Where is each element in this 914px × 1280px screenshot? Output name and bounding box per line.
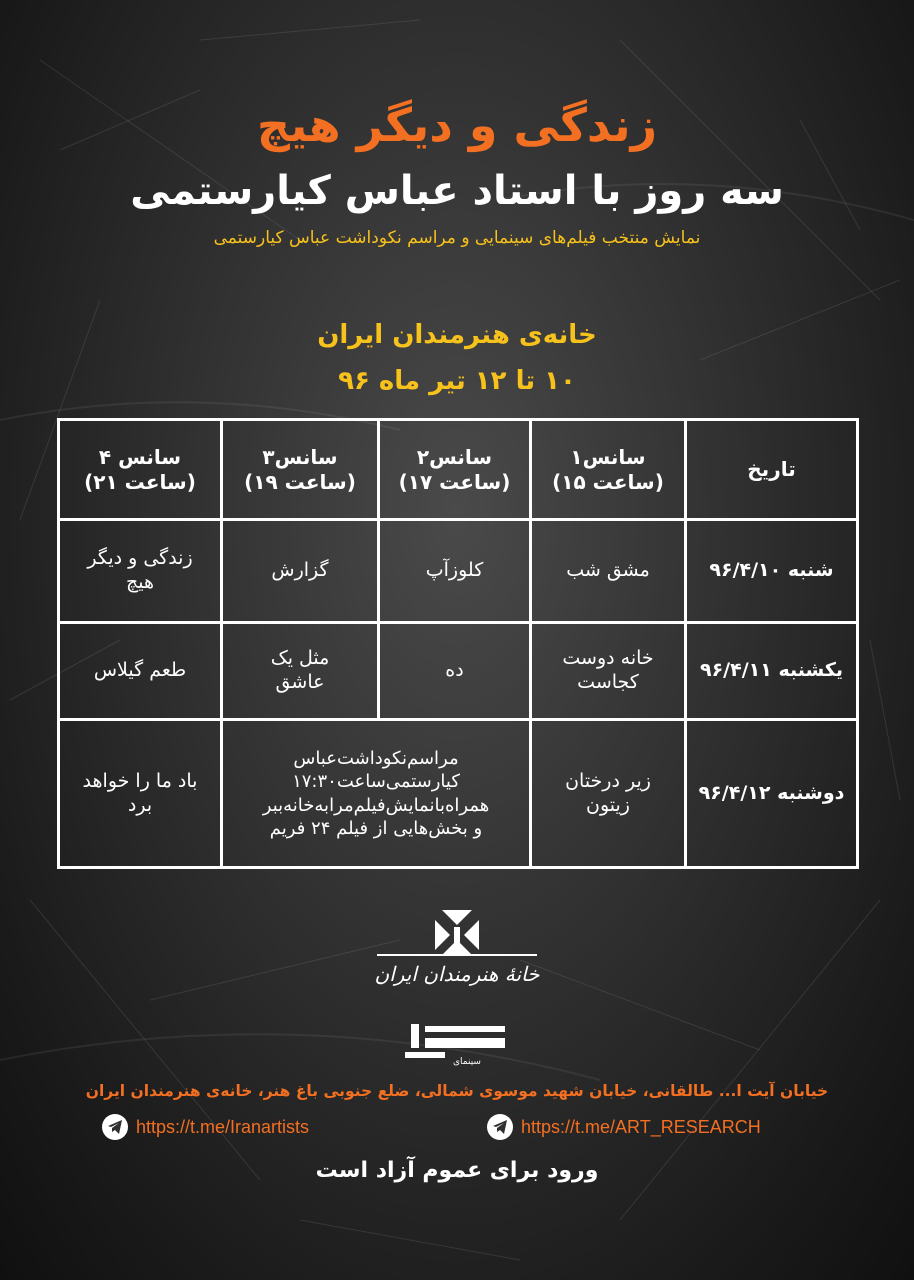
telegram-icon: [487, 1114, 513, 1140]
row-3-date: دوشنبه ۹۶/۴/۱۲: [684, 721, 856, 866]
telegram-icon: [102, 1114, 128, 1140]
row-2-date: یکشنبه ۹۶/۴/۱۱: [684, 624, 856, 721]
house-of-artists-logo-text: خانۀ هنرمندان ایران: [374, 962, 540, 986]
free-entry-notice: ورود برای عموم آزاد است: [315, 1158, 599, 1183]
cinema-logo: [405, 1020, 510, 1066]
row-2-session-3: مثل یک عاشق: [220, 624, 377, 721]
header-date: تاریخ: [684, 421, 856, 521]
event-description: نمایش منتخب فیلم‌های سینمایی و مراسم نکوداشت عباس کیارستمی: [213, 228, 701, 248]
row-1-session-1: مشق شب: [529, 521, 684, 624]
row-3-ceremony: مراسم‌نکوداشت‌عباس کیارستمی‌ساعت۱۷:۳۰ همراه‌با‌نمایش‌فیلم‌مرا‌به‌خانه‌ببر و بخش‌هایی از فیلم ۲۴ فریم: [220, 721, 529, 866]
row-1-session-2: کلوزآپ: [377, 521, 529, 624]
venue-name: خانه‌ی هنرمندان ایران: [317, 320, 597, 350]
header-session-3: سانس۳ (ساعت ۱۹): [220, 421, 377, 521]
row-1-session-3: گزارش: [220, 521, 377, 624]
row-1-session-4: زندگی و دیگر هیچ: [60, 521, 220, 624]
header-session-2: سانس۲ (ساعت ۱۷): [377, 421, 529, 521]
telegram-link-iranartists[interactable]: [102, 1113, 309, 1141]
row-3-session-4: باد ما را خواهد برد: [82, 769, 198, 816]
venue-address: خیابان آیت ا... طالقانی، خیابان شهید موسوی شمالی، ضلع جنوبی باغ هنر، خانه‌ی هنرمندان ایران: [85, 1082, 829, 1100]
row-2-session-4: طعم گیلاس: [60, 624, 220, 721]
event-subtitle: سه روز با استاد عباس کیارستمی: [130, 168, 784, 214]
telegram-link-art-research[interactable]: [487, 1113, 761, 1141]
event-title: زندگی و دیگر هیچ: [256, 98, 658, 152]
header-session-1: سانس۱ (ساعت ۱۵): [529, 421, 684, 521]
telegram-link-iranartists-text[interactable]: https://t.me/Iranartists: [136, 1116, 310, 1137]
row-2-session-2: ده: [377, 624, 529, 721]
header-session-4: سانس ۴ (ساعت ۲۱): [60, 421, 220, 521]
event-dates: ۱۰ تا ۱۲ تیر ماه ۹۶: [338, 366, 576, 396]
schedule-table: [57, 418, 859, 869]
telegram-link-art-research-text[interactable]: https://t.me/ART_RESEARCH: [521, 1116, 761, 1137]
row-3-session-1: زیر درختان زیتون: [529, 721, 684, 866]
row-1-date: شنبه ۹۶/۴/۱۰: [684, 521, 856, 624]
row-2-session-1: خانه دوست کجاست: [529, 624, 684, 721]
cinema-logo-text: سینمای: [453, 1057, 481, 1066]
